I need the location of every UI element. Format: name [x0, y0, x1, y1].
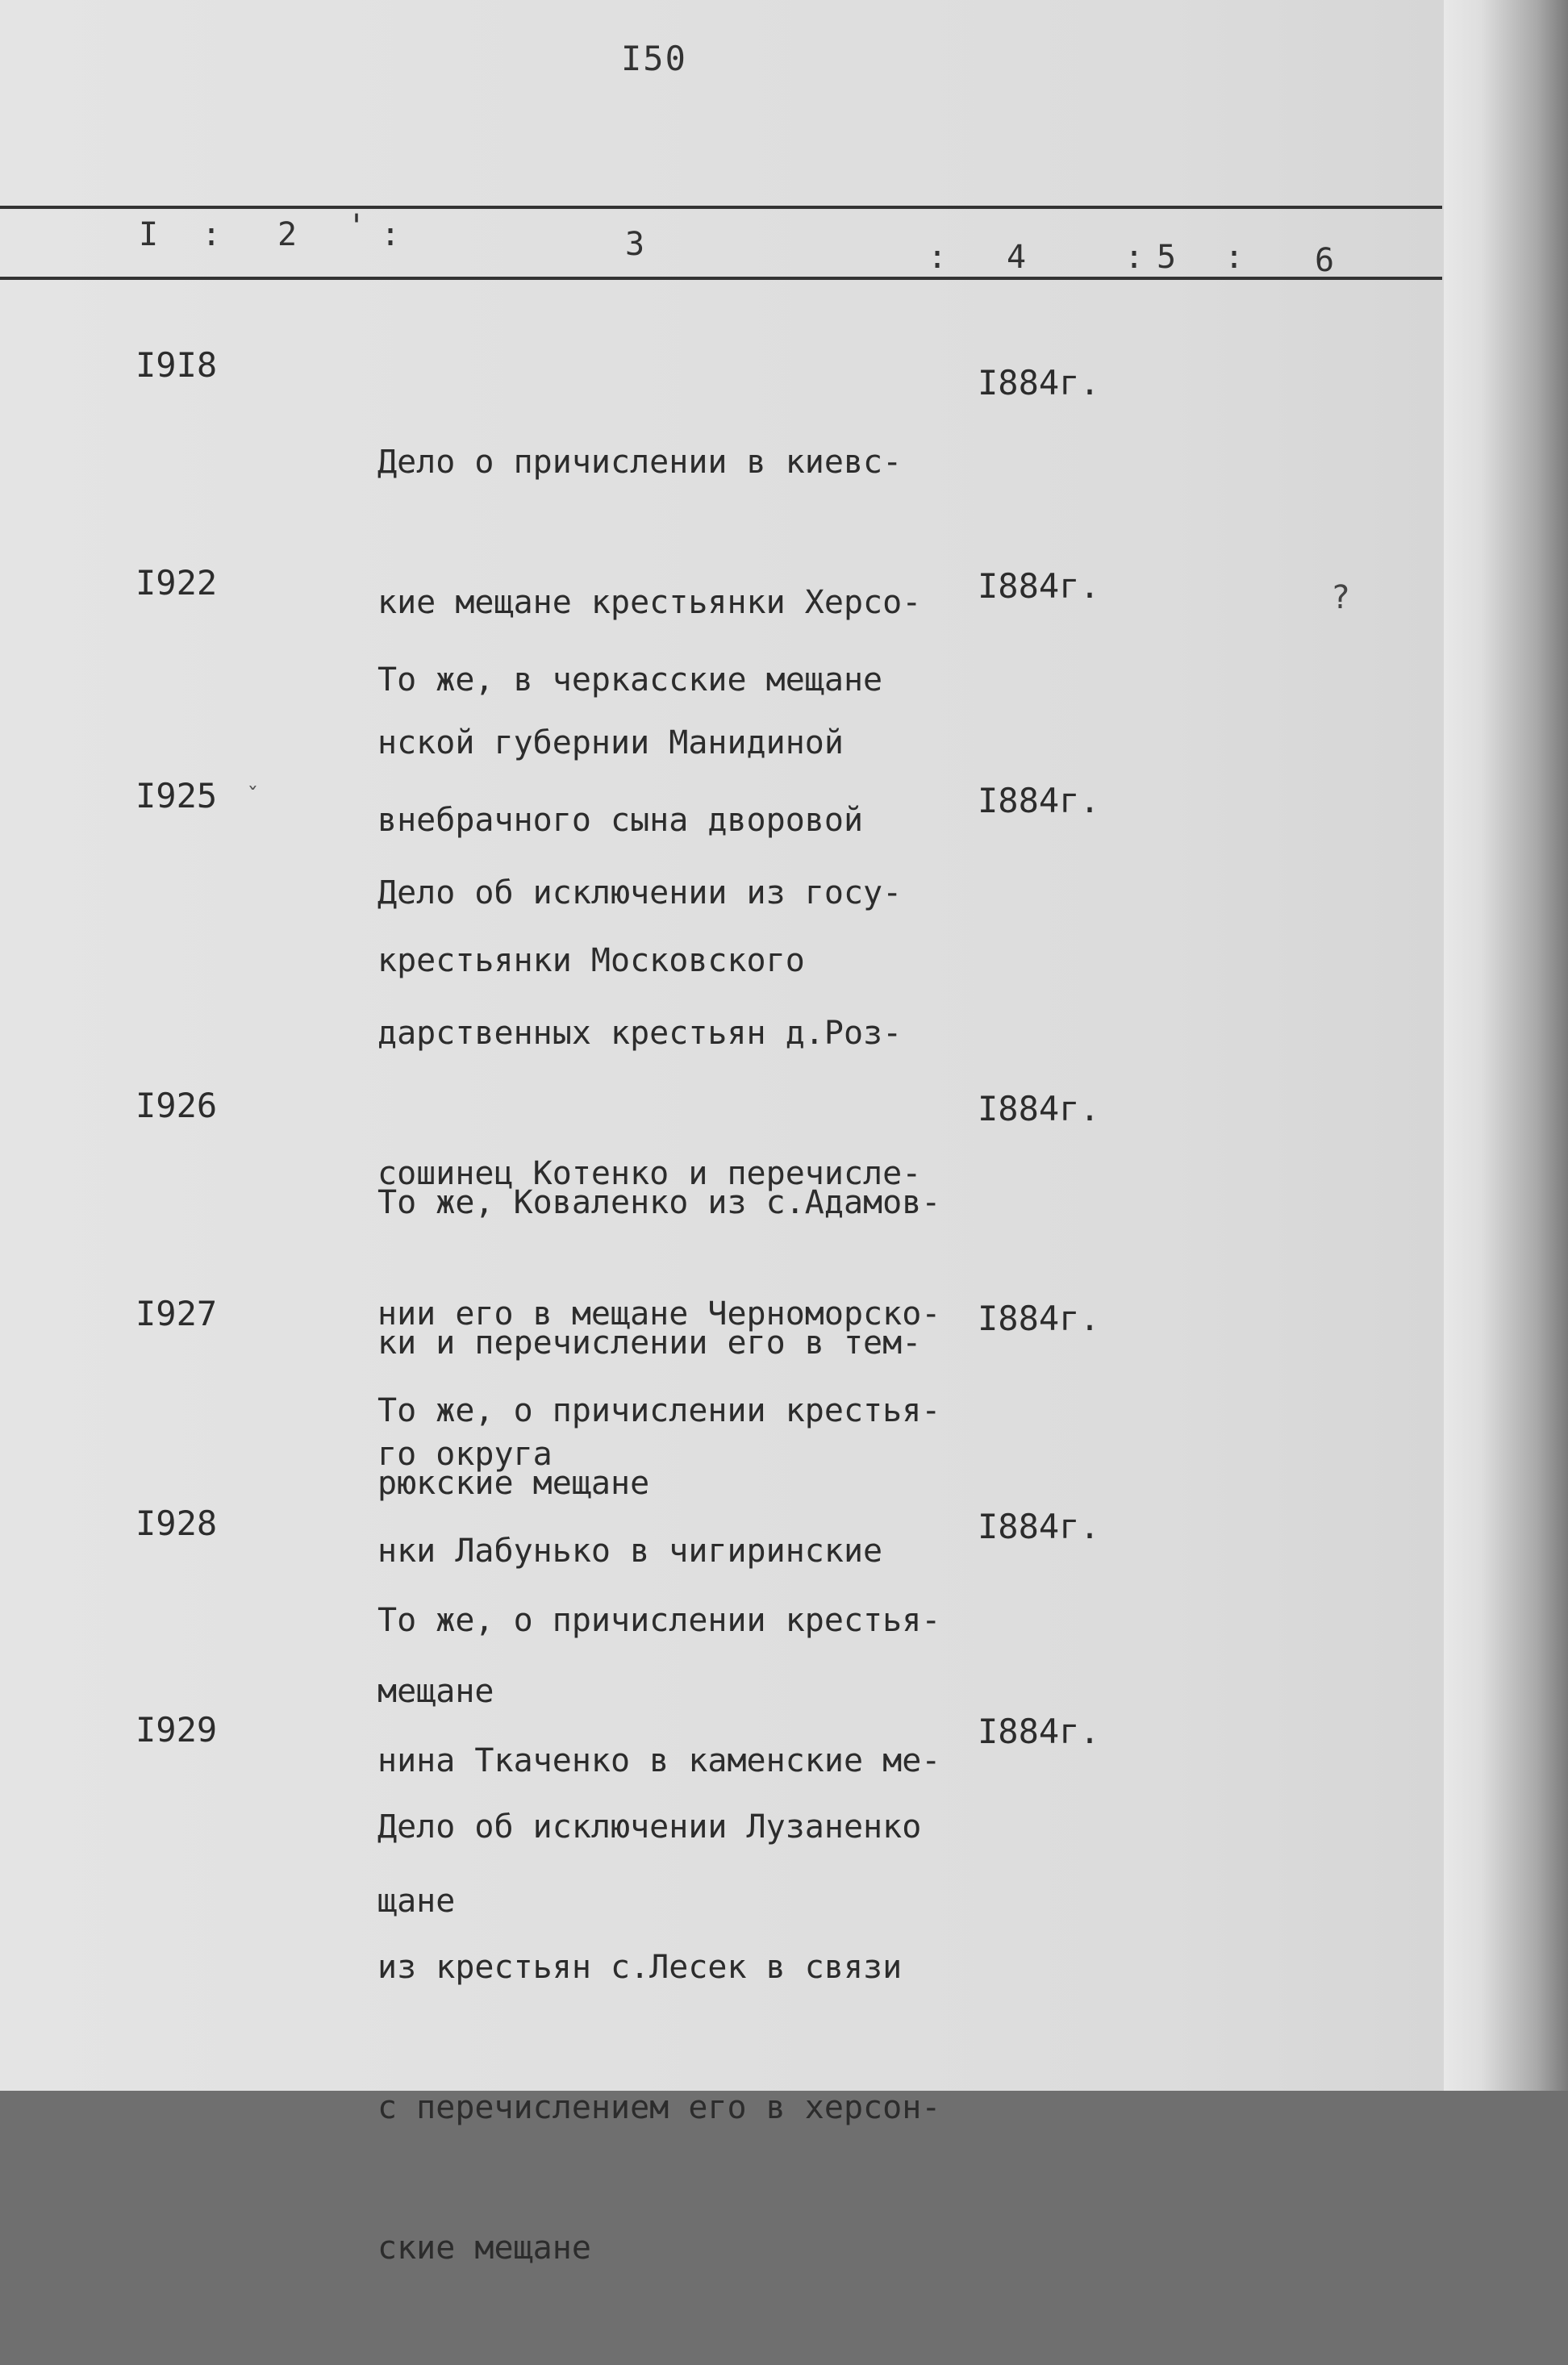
description-line: То же, Коваленко из с.Адамов-: [377, 1184, 941, 1221]
description-line: го округа: [377, 1436, 553, 1473]
description-line: ки и перечислении его в тем-: [377, 1324, 922, 1362]
description-line: нской губернии Манидиной: [377, 724, 844, 761]
description-line: внебрачного сына дворовой: [377, 802, 864, 839]
page-number: I50: [621, 39, 687, 78]
column-tick-mark: ': [347, 208, 367, 245]
description-line: нии его в мещане Черноморско-: [377, 1295, 941, 1333]
column-header-3: 3: [625, 226, 645, 263]
case-year: I884г.: [978, 1712, 1100, 1751]
page-edge-shadow: [1444, 0, 1568, 2091]
table-top-rule: [0, 206, 1442, 209]
description-line: нина Ткаченко в каменские ме-: [377, 1742, 941, 1779]
column-header-4: 4: [1007, 239, 1027, 276]
column-separator: :: [928, 239, 948, 276]
case-number: I928: [136, 1504, 218, 1543]
description-line: дарственных крестьян д.Роз-: [377, 1015, 903, 1052]
column-header-5: 5: [1157, 239, 1177, 276]
description-line: нки Лабунько в чигиринские: [377, 1533, 883, 1570]
case-number: I922: [136, 563, 218, 603]
column-separator: :: [1124, 239, 1145, 276]
description-line: кие мещане крестьянки Херсо-: [377, 584, 922, 621]
case-year: I884г.: [978, 363, 1100, 403]
case-year: I884г.: [978, 1299, 1100, 1338]
description-line: рюкские мещане: [377, 1465, 650, 1502]
column-separator: :: [1224, 239, 1245, 276]
column-separator: :: [381, 216, 401, 253]
description-line: Дело об исключении из госу-: [377, 874, 903, 911]
description-line: Дело о причислении в киевс-: [377, 444, 903, 481]
case-description: [377, 1710, 974, 2365]
description-line: крестьянки Московского: [377, 942, 805, 979]
description-line: Дело об исключении Лузаненко: [377, 1808, 922, 1846]
pencil-tick-mark: ˇ: [246, 782, 260, 809]
description-line: мещане: [377, 1673, 494, 1710]
case-year: I884г.: [978, 566, 1100, 606]
case-year: I884г.: [978, 781, 1100, 820]
case-number: I929: [136, 1710, 218, 1750]
column-header-2: 2: [277, 216, 298, 253]
description-line: сошинец Котенко и перечисле-: [377, 1155, 922, 1192]
case-number: I9I8: [136, 345, 218, 385]
column-header-1: I: [139, 216, 159, 253]
description-line: То же, о причислении крестья-: [377, 1602, 941, 1639]
description-line: То же, в черкасские мещане: [377, 661, 883, 699]
table-header-bottom-rule: [0, 277, 1442, 280]
description-line: ские мещане: [377, 2229, 591, 2267]
case-number: I927: [136, 1294, 218, 1333]
question-mark-note: ?: [1331, 579, 1351, 616]
description-line: щане: [377, 1883, 456, 1920]
description-line: То же, о причислении крестья-: [377, 1392, 941, 1429]
case-year: I884г.: [978, 1089, 1100, 1128]
column-header-6: 6: [1315, 242, 1335, 279]
case-year: I884г.: [978, 1507, 1100, 1546]
description-line: из крестьян с.Лесек в связи: [377, 1949, 903, 1986]
description-line: с перечислением его в херсон-: [377, 2089, 941, 2126]
case-number: I925: [136, 776, 218, 815]
column-separator: :: [202, 216, 222, 253]
case-number: I926: [136, 1086, 218, 1125]
